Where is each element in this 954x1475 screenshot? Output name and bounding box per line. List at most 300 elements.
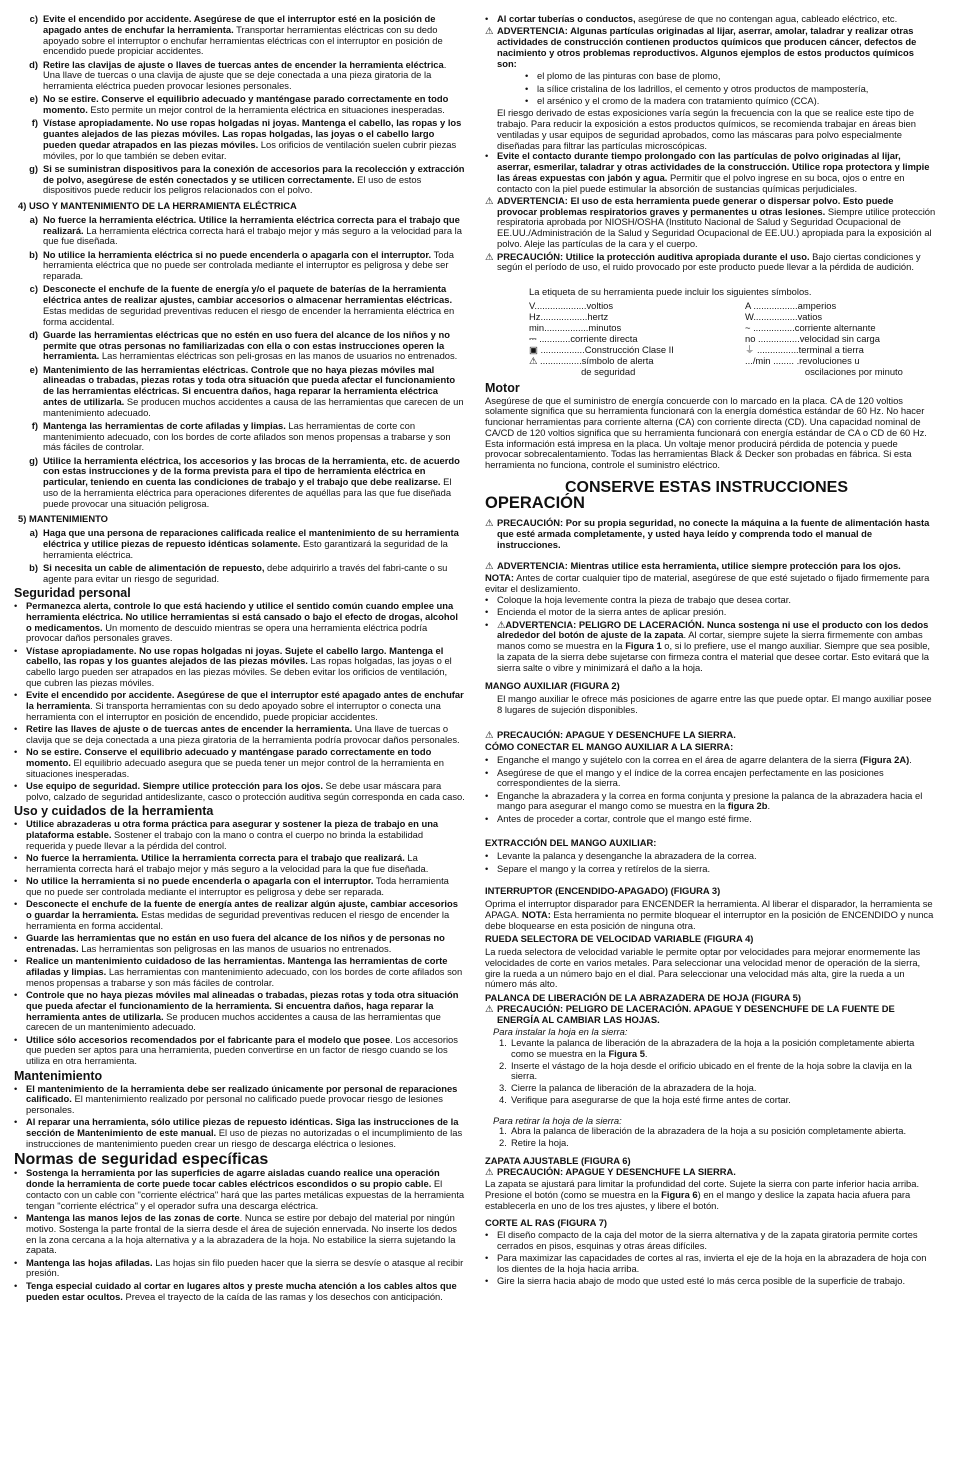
warning-triangle-icon: ⚠ <box>485 517 494 529</box>
item-text: el plomo de las pinturas con base de plomo, <box>537 70 721 82</box>
body-text: La herramienta eléctrica correcta hará el trabajo mejor y más seguro a la velocidad para la que fue diseñada. <box>43 224 462 247</box>
warning-triangle-icon: ⚠ <box>485 728 494 740</box>
bold-text: Si se suministran dispositivos para la conexión de accesorios para la recolección y extracción de polvo, asegúrese de estén conectados y se utilicen correctamente. <box>43 162 465 185</box>
bold-text: Guarde las herramientas eléctricas que no estén en uso fuera del alcance de los niños y no permite que otras personas no familiarizadas con ella o con estas instrucciones operen la herramienta. <box>43 328 450 362</box>
item-text <box>26 724 465 746</box>
body-text: Prevea el trayecto de la caída de las ramas y los desechos con anticipación. <box>122 1290 443 1302</box>
bullet-icon: • <box>14 1033 18 1045</box>
list-item: • Levante la palanca y desenganche la abrazadera de la correa. <box>485 850 757 862</box>
symbols-intro: La etiqueta de su herramienta puede incluir los siguientes símbolos. <box>529 286 812 298</box>
step-item <box>499 1126 936 1137</box>
left-column <box>14 14 465 1475</box>
body-text: . Los accesorios que pueden ser aptos para una herramienta, pueden convertirse en un factor de riesgo cuando se los utiliza en otra herramienta. <box>26 1033 458 1067</box>
caution-hearing: ⚠ PRECAUCIÓN: Utilice la protección auditiva apropiada durante el uso. Bajo ciertas condiciones y según el período de uso, el ruido provocado por este producto puede llevar a la pérdida de audición. <box>485 250 921 273</box>
list-item <box>14 933 465 955</box>
bold-text: Si necesita un cable de alimentación de repuesto, <box>43 561 265 573</box>
list-item <box>14 646 465 689</box>
item-letter: b) <box>29 248 38 260</box>
symbol-row <box>529 366 936 377</box>
warning-triangle-icon: ⚠ <box>485 1002 494 1014</box>
bullet-icon: • <box>485 1229 489 1241</box>
bullet-icon: • <box>14 932 18 944</box>
item-letter: g) <box>29 162 38 174</box>
body-text: Sostener el trabajo con la mano o contra el cuerpo no brinda la estabilidad requerida y puede llevar a la pérdida del control. <box>26 828 424 851</box>
interruptor-heading: INTERRUPTOR (ENCENDIDO-APAGADO) (FIGURA 3) <box>485 885 721 897</box>
normas-heading: Normas de seguridad específicas <box>14 1150 269 1168</box>
list-item <box>14 990 465 1033</box>
item-text <box>43 215 465 247</box>
corte-ras-heading: CORTE AL RAS (FIGURA 7) <box>485 1216 608 1228</box>
symbol-row <box>529 300 936 311</box>
bold-text: Evite el encendido por accidente. Asegúrese de que el interruptor esté en la posición de apagado antes de enchufar la herramienta. <box>43 13 436 35</box>
palanca-heading: PALANCA DE LIBERACIÓN DE LA ABRAZADERA DE HOJA (FIGURA 5) <box>485 992 801 1004</box>
symbol-left: ▣ .................Construcción Clase II <box>529 343 674 355</box>
bold-text: Evite el contacto durante tiempo prolongado con las partículas de polvo originadas al lijar, aserrar, esmerilar, taladrar y otras actividades de la construcción. Utilice ropa protectora y limpie las áreas expuestas con jabón y agua. <box>497 150 930 183</box>
list-item <box>14 118 465 161</box>
body-text: La herramienta correcta hará el trabajo mejor y más seguro a la velocidad para la que fue diseñada. <box>26 852 429 874</box>
bold-text: Vístase apropiadamente. No use ropas holgadas ni joyas. Sujete el cabello largo. Mantenga el cabello, las ropas y los guantes alejados de las piezas móviles. <box>26 644 444 667</box>
step-item <box>499 1038 936 1060</box>
step-text <box>511 1095 936 1106</box>
step-item <box>499 1061 936 1083</box>
bold-text: Mantenga las hojas afiladas. <box>26 1256 153 1268</box>
symbol-left: V....................voltios <box>529 299 614 311</box>
symbol-right: .../min ........ .revoluciones u <box>745 354 860 366</box>
item-text <box>26 781 465 803</box>
step-number: 2. <box>499 1059 507 1071</box>
list-item <box>14 60 465 92</box>
item-text <box>26 1213 465 1256</box>
list-item <box>14 690 465 722</box>
item-text <box>26 1258 465 1280</box>
caution-assembly: ⚠ PRECAUCIÓN: Por su propia seguridad, no conecte la máquina a la fuente de alimentación hasta que esté armada completamente, y usted haya leído y comprenda todo el manual de instrucciones. <box>485 517 930 550</box>
zapata-heading: ZAPATA AJUSTABLE (FIGURA 6) <box>485 1154 631 1166</box>
body-text: Toda herramienta eléctrica que no puede ser controlada mediante el interruptor es peligrosa y debe ser reparada. <box>43 248 454 281</box>
item-letter: c) <box>29 283 38 295</box>
list-item <box>485 1276 936 1287</box>
item-letter: f) <box>31 419 38 431</box>
instalar-steps <box>485 1038 936 1106</box>
bold-text: Utilice abrazaderas u otra forma práctica para asegurar y sostener la pieza de trabajo en una plataforma estable. <box>26 818 439 840</box>
bullet-icon: • <box>14 600 18 611</box>
bullet-icon: • <box>14 852 18 864</box>
item-text <box>43 250 465 282</box>
list-item <box>14 1258 465 1280</box>
body-text: Las herramientas con mantenimiento adecuado, con los bordes de corte afilados son menos propensas a trabarse y son más fáciles de controlar. <box>26 965 463 988</box>
list-item <box>14 724 465 746</box>
bold-text: Permanezca alerta, controle lo que está haciendo y utilice el sentido común cuando emplee una herramienta eléctrica. No utilice herramientas si está cansado o bajo el efecto de drogas, alcohol o medicamentos. <box>26 600 458 633</box>
item-letter: b) <box>29 561 38 573</box>
bold-text: Desconecte el enchufe de la fuente de energía y/o el paquete de baterías de la herramienta eléctrica antes de realizar ajustes, cambiar accesorios o almacenar herramientas eléctricas. <box>43 283 453 305</box>
extraccion-heading: EXTRACCIÓN DEL MANGO AUXILIAR: <box>485 837 657 849</box>
section-5-items <box>14 528 465 584</box>
step-text: Abra la palanca de liberación de la abrazadera de la hoja a su posición completamente abierta. <box>511 1125 907 1137</box>
symbol-left: ⚠ ................símbolo de alerta <box>529 354 654 366</box>
list-item <box>14 330 465 362</box>
seguridad-personal-list <box>14 601 465 802</box>
risk-paragraph: El riesgo derivado de estas exposiciones varía según la frecuencia con la que se realice este tipo de trabajo. Para reducir la exposición a estos productos químicos, se recomienda trabajar en áreas bien ventiladas y usar equipos de seguridad aprobados, como las máscaras para polvo especialmente diseñadas para filtrar las partículas microscópicas. <box>497 107 916 151</box>
body-text: . <box>644 1047 648 1059</box>
item-text <box>26 1281 465 1303</box>
item-text <box>43 14 465 57</box>
symbol-left: Hz..................hertz <box>529 310 609 322</box>
item-letter: a) <box>29 527 38 538</box>
item-text: Gire la sierra hacia abajo de modo que usted esté lo más cerca posible de la superficie de trabajo. <box>497 1275 906 1287</box>
list-item <box>14 421 465 453</box>
step-number: 3. <box>499 1082 507 1094</box>
item-text <box>43 365 465 419</box>
item-letter: g) <box>29 454 38 466</box>
bullet-icon: • <box>525 82 529 94</box>
symbols-table <box>529 287 936 377</box>
body-text: El uso de piezas no autorizadas o el incumplimiento de las instrucciones de mantenimiento pueden crear un riesgo de descarga eléctrica o lesiones. <box>26 1127 463 1149</box>
body-text: . Una llave de tuercas o una clavija de ajuste que se deje conectada a una pieza giratoria de la herramienta eléctrica pueden provocar lesiones personales. <box>43 58 447 91</box>
bold-text: Retire las clavijas de ajuste o llaves de tuercas antes de encender la herramienta eléctrica <box>43 58 444 70</box>
body-text: El contacto con un cable con "corriente eléctrica" hará que las partes metálicas expuestas de la herramienta tengan "corriente eléctrica" y el operador sufra una descarga eléctrica. <box>26 1178 465 1211</box>
bold-text: Use equipo de seguridad. Siempre utilice protección para los ojos. <box>26 779 323 791</box>
seguridad-personal-heading: Seguridad personal <box>14 586 131 601</box>
body-text: Las herramientas son peligrosas en las manos de usuarios no entrenados. <box>78 942 392 954</box>
bold-text: Mantenga las manos lejos de las zonas de corte <box>26 1212 240 1224</box>
list-item: • ⚠ADVERTENCIA: PELIGRO DE LACERACIÓN. Nunca sostenga ni use el producto con los dedos alrededor del botón de ajuste de la zapata. Al cortar, siempre sujete la sierra firmemente con ambas manos como se muestra en la Figura 1 o, si lo prefiere, use el mango auxiliar. Siempre que sea posible, la zapata de la sierra debe sujetarse con firmeza contra el material que desee cortar. Esto evitará que la sierra salte o vibre y minimizará el daño a la hoja. <box>485 618 931 673</box>
normas-list <box>14 1168 465 1302</box>
item-text <box>26 876 465 898</box>
bold-text: No fuerce la herramienta. Utilice la herramienta correcta para el trabajo que realizará. <box>26 852 405 864</box>
bullet-icon: • <box>485 754 489 766</box>
body-text: Una llave de tuercas o clavija que se deja conectada a una pieza giratoria de la herramienta podría provocar daños personales. <box>26 723 460 745</box>
bold-text: Evite el encendido por accidente. Asegúrese de que el interruptor esté apagado antes de enchufar la herramienta <box>26 689 464 711</box>
list-item <box>14 876 465 898</box>
item-letter: d) <box>29 58 38 70</box>
step-item <box>499 1083 936 1094</box>
item-text: Para maximizar las capacidades de cortes al ras, invierta el eje de la hoja en la abrazadera de hoja con los dientes de la hoja hacia arriba. <box>497 1252 927 1275</box>
bullet-icon: • <box>14 875 18 887</box>
body-text: Estas medidas de seguridad preventivas reducen el riesgo de encender la herramienta en forma accidental. <box>26 909 450 931</box>
list-item <box>525 96 936 107</box>
body-text: Inserte el vástago de la hoja desde el orificio ubicado en el frente de la hoja sobre la clavija en la sierra. <box>511 1059 912 1082</box>
list-item <box>14 284 465 327</box>
list-item: • Separe el mango y la correa y retírelos de la sierra. <box>485 862 711 874</box>
bullet-icon: • <box>485 1252 489 1264</box>
symbol-row <box>529 344 936 355</box>
step-text <box>511 1061 936 1083</box>
bullet-icon: • <box>485 13 489 24</box>
list-item: • Encienda el motor de la sierra antes de aplicar presión. <box>485 606 727 618</box>
bold-text: Al reparar una herramienta, sólo utilice piezas de repuesto idénticas. Siga las instrucciones de la sección de Mantenimiento de este manual. <box>26 1116 459 1139</box>
list-item <box>485 151 936 194</box>
list-item <box>14 956 465 988</box>
caution-zapata: ⚠ PRECAUCIÓN: APAGUE Y DESENCHUFE LA SIERRA. <box>485 1165 736 1177</box>
bold-text: Guarde las herramientas que no están en uso fuera del alcance de los niños y de personas no entrenadas. <box>26 932 445 954</box>
caution-laceration: ⚠ PRECAUCIÓN: PELIGRO DE LACERACIÓN. APAGUE Y DESENCHUFE DE LA FUENTE DE ENERGÍA AL CAMBIAR LAS HOJAS. <box>485 1002 895 1025</box>
bold-text: Utilice sólo accesorios recomendados por el fabricante para el modelo que posee <box>26 1033 391 1045</box>
list-item: • Antes de proceder a cortar, controle que el mango esté firme. <box>485 812 752 824</box>
warning-triangle-icon: ⚠ <box>485 250 494 262</box>
warning-triangle-icon: ⚠ <box>485 559 494 571</box>
bold-text: Al cortar tuberías o conductos, <box>497 13 636 24</box>
warning-triangle-icon: ⚠ <box>485 1165 494 1177</box>
rueda-heading: RUEDA SELECTORA DE VELOCIDAD VARIABLE (FIGURA 4) <box>485 933 754 945</box>
symbol-row <box>529 333 936 344</box>
rueda-paragraph: La rueda selectora de velocidad variable le permite optar por velocidades para mejorar enormemente las velocidades de corte en varios metales. Para seleccionar una velocidad menor de operación de la sierra, gire la rueda a un número bajo en el dial. Para seleccionar una velocidad más alta, gire la rueda a un número más alto. <box>485 946 921 990</box>
bullet-icon: • <box>14 644 18 656</box>
symbol-right: A .................amperios <box>745 299 837 311</box>
item-letter: e) <box>29 363 38 375</box>
personal-safety-items <box>14 14 465 196</box>
bold-text: Controle que no haya piezas móviles mal alineadas o trabadas, piezas rotas y toda otra situación que pueda afectar el funcionamiento de la herramienta. Si encuentra daños, haga reparar la herramienta antes de utilizarla. <box>26 989 459 1022</box>
corte-ras-list <box>485 1230 936 1287</box>
mantenimiento-heading: Mantenimiento <box>14 1068 103 1083</box>
uso-cuidados-heading: Uso y cuidados de la herramienta <box>14 804 214 819</box>
list-item <box>14 250 465 282</box>
step-number: 1. <box>499 1037 507 1049</box>
item-letter: c) <box>29 13 38 24</box>
figure-ref: Figura 5 <box>608 1047 645 1059</box>
item-text <box>26 601 465 644</box>
symbol-right: oscilaciones por minuto <box>745 365 903 377</box>
list-item <box>14 747 465 779</box>
interruptor-paragraph: Oprima el interruptor disparador para ENCENDER la herramienta. Al liberar el disparador, la herramienta se APAGA. NOTA: Esta herramienta no permite bloquear el interruptor en la posición de ENCENDIDO y nunca debe bloquearse en esta posición de ninguna otra. <box>485 898 934 931</box>
body-text: Las hojas sin filo pueden hacer que la sierra se desvíe o atasque al recibir presión. <box>26 1256 464 1279</box>
bold-text: No se estire. Conserve el equilibrio adecuado y manténgase parado correctamente en todo momento. <box>26 746 432 768</box>
list-item <box>14 14 465 57</box>
list-item <box>14 94 465 116</box>
symbol-row <box>529 355 936 366</box>
item-text <box>26 990 465 1033</box>
step-number: 2. <box>499 1137 507 1149</box>
item-text <box>43 118 465 161</box>
bold-text: Retire las llaves de ajuste o de tuercas antes de encender la herramienta. <box>26 723 353 735</box>
bold-text: Mantenga las herramientas de corte afiladas y limpias. <box>43 419 286 431</box>
retirar-steps <box>485 1126 936 1149</box>
section-4-title: 4) USO Y MANTENIMIENTO DE LA HERRAMIENTA ELÉCTRICA <box>18 200 297 211</box>
body-text: Toda herramienta que no puede ser controlada mediante el interruptor es peligrosa y debe ser reparada. <box>26 875 449 897</box>
list-item <box>485 1253 936 1275</box>
item-letter: e) <box>29 93 38 105</box>
bullet-icon: • <box>485 766 489 778</box>
list-item: • Coloque la hoja levemente contra la pieza de trabajo que desea cortar. <box>485 593 791 605</box>
section-4-items <box>14 215 465 510</box>
step-text: Retire la hoja. <box>511 1137 569 1149</box>
list-item <box>14 1035 465 1067</box>
body-text: El uso de la herramienta eléctrica para operaciones diferentes de aquéllas para las que fue diseñada puede provocar una situación peligrosa. <box>43 476 452 509</box>
bullet-icon: • <box>14 1279 18 1291</box>
bullet-icon: • <box>14 955 18 967</box>
list-item <box>14 1168 465 1211</box>
conectar-heading: CÓMO CONECTAR EL MANGO AUXILIAR A LA SIERRA: <box>485 741 734 753</box>
symbol-row <box>529 311 936 322</box>
bullet-icon: • <box>14 1167 18 1179</box>
bold-text: Desconecte el enchufe de la fuente de energía antes de realizar algún ajuste, cambiar accesorios o guardar la herramienta. <box>26 898 458 920</box>
item-text <box>26 747 465 779</box>
step-number: 1. <box>499 1125 507 1137</box>
bullet-icon: • <box>14 723 18 735</box>
mango-heading: MANGO AUXILIAR (FIGURA 2) <box>485 680 620 692</box>
list-item <box>14 1084 465 1116</box>
bullet-icon: • <box>14 898 18 910</box>
bullet-icon: • <box>14 1082 18 1094</box>
list-item <box>485 1230 936 1252</box>
body-text: Un momento de descuido mientras se opera una herramienta eléctrica podría provocar daños personales graves. <box>26 621 428 644</box>
list-item <box>14 853 465 875</box>
item-letter: a) <box>29 213 38 225</box>
body-text: Esto permite un mejor control de la herramienta eléctrica en situaciones inesperadas. <box>87 104 445 115</box>
bold-text: No fuerce la herramienta eléctrica. Utilice la herramienta eléctrica correcta para el trabajo que realizará. <box>43 213 460 236</box>
symbol-left: de seguridad <box>529 365 636 377</box>
body-text: Los orificios de ventilación suelen cubrir piezas móviles, por lo que también se deben evitar. <box>43 138 457 161</box>
step-text <box>511 1038 936 1060</box>
warning-triangle-icon: ⚠ <box>497 618 506 630</box>
bullet-icon: • <box>525 95 529 107</box>
item-text <box>43 421 465 453</box>
item-text <box>26 956 465 988</box>
bullet-icon: • <box>485 606 489 618</box>
bullet-icon: • <box>485 789 489 801</box>
list-item <box>14 456 465 510</box>
bold-text: No utilice la herramienta si no puede encenderla o apagarla con el interruptor. <box>26 875 374 887</box>
chemicals-list <box>525 71 936 106</box>
symbol-right: W.................vatios <box>745 310 823 322</box>
body-text: . Si transporta herramientas con su dedo apoyado sobre el interruptor o conecta una herramienta con el interruptor en posición de encendido, puede propiciar accidentes. <box>26 699 441 722</box>
uso-cuidados-list <box>14 819 465 1067</box>
item-text <box>26 1168 465 1211</box>
symbol-right: ~ ................corriente alternante <box>745 321 876 333</box>
symbol-left: min.................minutos <box>529 321 622 333</box>
warning-chemicals: ⚠ ADVERTENCIA: Algunas partículas originadas al lijar, aserrar, amolar, taladrar y realizar otras actividades de construcción contienen productos químicos que producen cáncer, defectos de nacimiento y otros problemas reproductivos. Algunos ejemplos de estos productos químicos son: <box>485 25 917 69</box>
body-text: El mantenimiento realizado por personal no calificado puede provocar riesgo de lesiones personales. <box>26 1093 443 1116</box>
list-item <box>14 365 465 419</box>
list-item <box>14 164 465 196</box>
bullet-icon: • <box>14 689 18 701</box>
mango-paragraph: El mango auxiliar le ofrece más posiciones de agarre entre las que puede optar. El mango auxiliar posee 8 lugares de sujeción disponibles. <box>497 693 932 715</box>
item-text <box>43 164 465 196</box>
bullet-icon: • <box>525 70 529 82</box>
bullet-icon: • <box>14 989 18 1001</box>
motor-heading: Motor <box>485 380 520 395</box>
body-text: Esto garantizará la seguridad de la herramienta eléctrica. <box>43 537 448 560</box>
item-text: el arsénico y el cromo de la madera con tratamiento químico (CCA). <box>537 95 820 107</box>
bold-text: Vístase apropiadamente. No use ropas holgadas ni joyas. Mantenga el cabello, las ropas y los guantes alejados de las piezas móviles. Las ropas holgadas, las joyas o el cabello largo pueden quedar atrapados en las piezas móviles. <box>43 117 462 150</box>
bold-text: No se estire. Conserve el equilibrio adecuado y manténgase parado correctamente en todo momento. <box>43 93 449 115</box>
item-text <box>26 1084 465 1116</box>
bullet-icon: • <box>14 779 18 791</box>
item-text <box>26 853 465 875</box>
body-text: Se debe usar máscara para polvo, calzado de seguridad antideslizante, casco o protección auditiva según corresponda en cada caso. <box>26 779 465 802</box>
item-text <box>26 1117 465 1149</box>
bullet-icon: • <box>485 618 489 630</box>
body-text: Verifique para asegurarse de que la hoja esté firme antes de cortar. <box>511 1093 791 1105</box>
bold-text: El mantenimiento de la herramienta debe ser realizado únicamente por personal de reparaciones calificado. <box>26 1082 458 1105</box>
body-text: Las ropas holgadas, las joyas o el cabello largo pueden ser atrapados en las piezas móviles. Se deben evitar los orificios de ventilación, que cubren las piezas móviles. <box>26 655 452 688</box>
body-text: debe adquirirlo a través del fabri-cante o su agente para evitar un riesgo de seguridad. <box>43 561 448 584</box>
symbol-left: ⎓ ............corriente directa <box>529 332 638 344</box>
symbol-row <box>529 322 936 333</box>
item-text <box>43 60 465 92</box>
operacion-heading: OPERACIÓN <box>485 493 585 512</box>
bullet-icon: • <box>485 812 489 824</box>
bold-text: No utilice la herramienta eléctrica si no puede encenderla o apagarla con el interruptor. <box>43 248 432 260</box>
body-text: El uso de estos dispositivos puede reducir los peligros relacionados con el polvo. <box>43 173 422 196</box>
body-text: Cierre la palanca de liberación de la abrazadera de la hoja. <box>511 1082 757 1094</box>
step-item <box>499 1138 936 1149</box>
item-text <box>26 819 465 851</box>
item-text <box>43 456 465 510</box>
right-column <box>485 14 936 1475</box>
body-text: Las herramientas de corte con mantenimiento adecuado, con los bordes de corte afilados son menos propensas a trabarse y son más fáciles de controlar. <box>43 419 451 453</box>
step-item <box>499 1095 936 1106</box>
item-text <box>43 563 465 585</box>
bullet-icon: • <box>14 1256 18 1268</box>
item-text <box>26 933 465 955</box>
body-text: Se producen muchos accidentes a causa de las herramientas que carecen de un mantenimiento adecuado. <box>26 1010 441 1033</box>
step-text <box>511 1083 936 1094</box>
bullet-icon: • <box>14 1212 18 1224</box>
body-text: Transportar herramientas eléctricas con su dedo apoyado sobre el interruptor o enchufar herramientas eléctricas con el interruptor en posición de encendido puede propiciar accidentes. <box>43 23 443 57</box>
list-item <box>14 819 465 851</box>
step-number: 4. <box>499 1093 507 1105</box>
symbols-rows <box>529 300 936 377</box>
list-item <box>14 1117 465 1149</box>
body-text: Se producen muchos accidentes a causa de las herramientas que carecen de un mantenimiento adecuado. <box>43 395 464 418</box>
section-5-title: 5) MANTENIMIENTO <box>18 513 108 525</box>
item-text <box>26 690 465 722</box>
item-text <box>43 94 465 116</box>
list-item <box>14 563 465 585</box>
bold-text: Haga que una persona de reparaciones calificada realice el mantenimiento de su herramienta eléctrica y utilice piezas de repuesto idénticas solamente. <box>43 527 459 549</box>
warning-eyes: ⚠ ADVERTENCIA: Mientras utilice esta herramienta, utilice siempre protección para los ojos. <box>485 559 901 571</box>
mantenimiento-list <box>14 1084 465 1150</box>
bullet-icon: • <box>485 1275 489 1287</box>
body-text: Levante la palanca de liberación de la abrazadera de la hoja a la posición completamente abierta como se muestra en la <box>511 1037 915 1059</box>
item-text <box>26 1035 465 1067</box>
warning-triangle-icon: ⚠ <box>485 194 494 206</box>
body-text: Las herramientas eléctricas son peli-grosas en las manos de usuarios no entrenados. <box>99 350 458 362</box>
item-text <box>26 646 465 689</box>
symbol-right: ⏚ ................terminal a tierra <box>745 343 864 355</box>
bullet-icon: • <box>485 150 489 162</box>
retirar-label: Para retirar la hoja de la sierra: <box>493 1114 622 1126</box>
motor-paragraph: Asegúrese de que el suministro de energía concuerde con lo marcado en la placa. CA de 120 voltios solamente significa que su herramienta funcionará con la energía doméstica estándar de 60 Hz. No hacer funcionar herramientas para corriente alterna (CA) con corriente directa (CD). Una capacidad nominal de CA/CD de 120 voltios significa que su herramienta funcionará con energía estándar de CA o CD de 60 Hz. Esta información está impresa en la placa. Un voltaje menor producirá pérdida de potencia y puede provocar sobrecalentamiento. Todas las herramientas Black & Decker son probadas en fábrica. Si esta herramienta no funciona, controle el suministro eléctrico. <box>485 394 927 471</box>
list-item <box>14 601 465 644</box>
symbol-right: no ................velocidad sin carga <box>745 332 880 344</box>
bullet-icon: • <box>14 1116 18 1128</box>
bullet-icon: • <box>14 818 18 830</box>
conserve-heading: CONSERVE ESTAS INSTRUCCIONES <box>565 478 849 496</box>
list-item: • Enganche el mango y sujételo con la correa en el área de agarre delantera de la sierra (Figura 2A). <box>485 754 912 766</box>
bullet-icon: • <box>14 746 18 758</box>
bullet-icon: • <box>485 850 489 862</box>
list-item <box>14 215 465 247</box>
list-item <box>14 1281 465 1303</box>
item-text <box>43 284 465 327</box>
body-text: Estas medidas de seguridad preventivas reducen el riesgo de encender la herramienta eléctrica en forma accidental. <box>43 304 455 327</box>
bold-text: Tenga especial cuidado al cortar en lugares altos y preste mucha atención a los cables altos que pueden estar ocultos. <box>26 1279 457 1302</box>
item-letter: f) <box>31 117 38 129</box>
bold-text: Realice un mantenimiento cuidadoso de las herramientas. Mantenga las herramientas de corte afiladas y limpias. <box>26 955 448 977</box>
list-item: • Asegúrese de que el mango y el índice de la correa encajen perfectamente en las posiciones correspondientes de la sierra. <box>485 766 884 789</box>
item-text <box>43 330 465 362</box>
body-text: asegúrese de que no contengan agua, cableado eléctrico, etc. <box>635 13 898 24</box>
bullet-icon: • <box>485 593 489 605</box>
item-letter: d) <box>29 328 38 340</box>
item-text <box>26 899 465 931</box>
list-item <box>14 781 465 803</box>
list-item <box>14 1213 465 1256</box>
warning-triangle-icon: ⚠ <box>485 25 494 37</box>
warning-dust: ⚠ ADVERTENCIA: El uso de esta herramienta puede generar o dispersar polvo. Esto puede provocar problemas respiratorios graves y permanentes u otras lesiones. Siempre utilice protección respiratoria aprobada por NIOSH/OSHA (Instituto Nacional de Salud y Seguridad Ocupacional de EE.UU./Administración de la Salud y Seguridad Ocupacional de EE.UU.) apropiada para la exposición al polvo. Aleje las partículas de la cara y el cuerpo. <box>485 194 936 249</box>
instalar-label: Para instalar la hoja en la sierra: <box>493 1026 628 1038</box>
bold-text: Mantenimiento de las herramientas eléctricas. Controle que no haya piezas móviles mal alineadas o trabadas, piezas rotas y toda otra situación que pueda afectar el funcionamiento de las herramientas eléctricas. Si encuentra daños, haga reparar la herramienta eléctrica antes de utilizarla. <box>43 363 456 407</box>
